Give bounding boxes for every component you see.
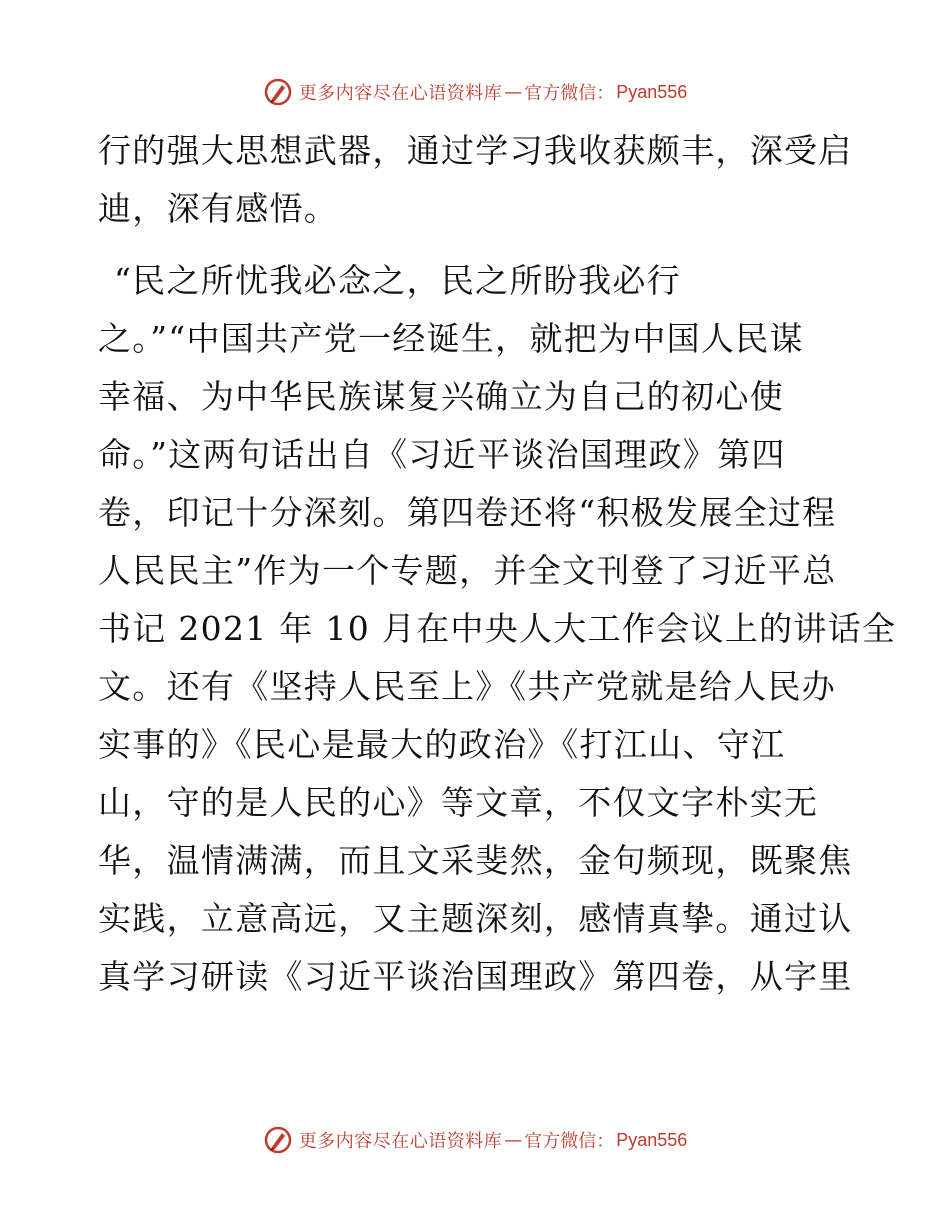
document-body — [98, 122, 897, 1006]
paragraph — [98, 252, 897, 1006]
banner-main-text: 更多内容尽在心语资料库 — [298, 83, 503, 104]
banner-wechat-id: Pyan556 — [616, 81, 688, 102]
banner-separator: — — [504, 1129, 523, 1151]
text-line: 真学习研读《习近平谈治国理政》第四卷，从字里 — [98, 957, 853, 996]
text-line: 实践，立意高远，又主题深刻，感情真挚。通过认 — [98, 899, 853, 938]
text-line: “民之所忧我必念之，民之所盼我必行 — [114, 261, 681, 300]
text-line: 迪，深有感悟。 — [98, 189, 339, 228]
footer-banner — [0, 1120, 950, 1160]
text-line: 卷，印记十分深刻。第四卷还将“积极发展全过程 — [98, 493, 837, 532]
pen-logo-icon — [263, 1125, 293, 1155]
banner-wechat-label: 官方微信： — [524, 83, 615, 104]
text-line: 行的强大思想武器，通过学习我收获颇丰，深受启 — [98, 131, 853, 170]
banner-main-text: 更多内容尽在心语资料库 — [298, 1131, 503, 1152]
text-line: 书记 2021 年 10 月在中央人大工作会议上的讲话全 — [98, 609, 897, 648]
text-line: 幸福、为中华民族谋复兴确立为自己的初心使 — [98, 377, 784, 416]
pen-logo-icon — [263, 77, 293, 107]
paragraph — [98, 122, 858, 238]
header-banner — [0, 72, 950, 112]
banner-wechat-label: 官方微信： — [524, 1131, 615, 1152]
text-line: 命。”这两句话出自《习近平谈治国理政》第四 — [98, 435, 786, 474]
banner-wechat-id: Pyan556 — [616, 1129, 688, 1150]
text-line: 之。”“中国共产党一经诞生，就把为中国人民谋 — [98, 319, 804, 358]
banner-separator: — — [504, 81, 523, 103]
text-line: 实事的》《民心是最大的政治》《打江山、守江 — [98, 725, 786, 764]
text-line: 山，守的是人民的心》等文章，不仅文字朴实无 — [98, 783, 819, 822]
text-line: 华，温情满满，而且文采斐然，金句频现，既聚焦 — [98, 841, 853, 880]
text-line: 文。还有《坚持人民至上》《共产党就是给人民办 — [98, 667, 837, 706]
text-line: 人民民主”作为一个专题，并全文刊登了习近平总 — [98, 551, 837, 590]
